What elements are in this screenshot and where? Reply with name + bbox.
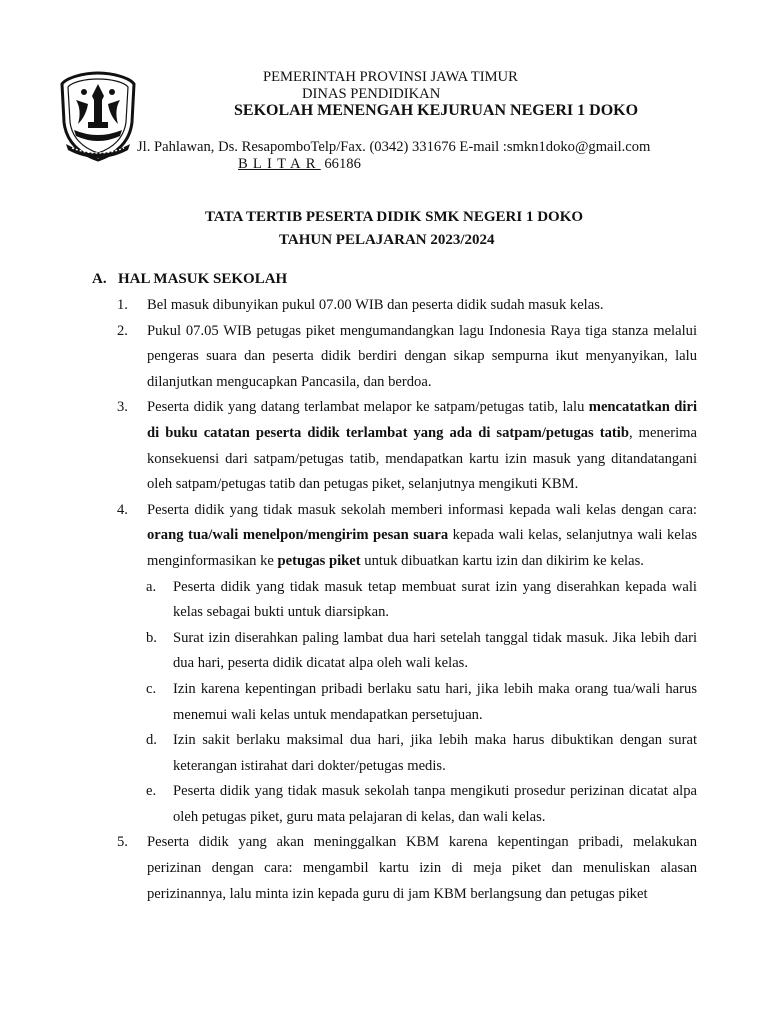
section-heading: [92, 272, 287, 287]
rules-content: [0, 293, 768, 907]
rule-item-5: [117, 830, 697, 907]
east-java-coat-of-arms-icon: [58, 70, 138, 162]
rule-item-3: [117, 395, 697, 497]
sub-item-d: [146, 728, 697, 779]
rule-text: untuk dibuatkan kartu izin dan dikirim ke kelas.: [360, 552, 644, 569]
city-postcode: [238, 157, 361, 172]
rule-text-emphasis: petugas piket: [277, 552, 361, 569]
sub-item-a: [146, 575, 697, 626]
sub-item-letter: b.: [146, 629, 157, 646]
document-title: TATA TERTIB PESERTA DIDIK SMK NEGERI 1 DOKO: [205, 209, 584, 225]
rule-text: Pukul 07.05 WIB petugas piket mengumandangkan lagu Indonesia Raya tiga stanza melalui pengeras suara dan peserta didik berdiri dengan sikap sempurna ikut menyanyikan, lalu dilanjutkan mengucapkan Pancasila, dan berdoa.: [147, 322, 697, 390]
sub-item-text: Surat izin diserahkan paling lambat dua hari setelah tanggal tidak masuk. Jika lebih dari dua hari, peserta didik dicatat alpa oleh wali kelas.: [173, 629, 697, 672]
sub-item-letter: a.: [146, 578, 157, 595]
sub-item-letter: c.: [146, 680, 157, 697]
rule-text: Peserta didik yang tidak masuk sekolah memberi informasi kepada wali kelas dengan cara:: [147, 501, 697, 518]
sub-item-c: [146, 677, 697, 728]
sub-item-text: Izin sakit berlaku maksimal dua hari, jika lebih maka harus dibuktikan dengan surat keterangan istirahat dari dokter/petugas medis.: [173, 732, 697, 774]
postcode: 66186: [320, 156, 361, 172]
rule-number: 1.: [117, 297, 128, 313]
sub-item-text: Izin karena kepentingan pribadi berlaku satu hari, jika lebih maka orang tua/wali harus menemui wali kelas untuk mendapatkan persetujuan.: [173, 680, 697, 723]
government-name: PEMERINTAH PROVINSI JAWA TIMUR: [263, 69, 518, 85]
school-address: Jl. Pahlawan, Ds. ResapomboTelp/Fax. (0342) 331676 E-mail :smkn1doko@gmail.com: [137, 139, 651, 155]
sub-item-e: [146, 779, 697, 830]
document-subtitle: TAHUN PELAJARAN 2023/2024: [279, 232, 495, 248]
sub-item-b: [146, 626, 697, 677]
sub-item-letter: e.: [146, 783, 157, 800]
school-name: SEKOLAH MENENGAH KEJURUAN NEGERI 1 DOKO: [234, 102, 639, 119]
rule-item-4: [117, 498, 697, 575]
rule-text: , menerima konsekuensi dari satpam/petugas tatib, mendapatkan kartu izin masuk yang ditandatangani oleh satpam/petugas tatib dan petugas piket, selanjutnya mengikuti KBM.: [147, 424, 697, 493]
rule-text: Bel masuk dibunyikan pukul 07.00 WIB dan peserta didik sudah masuk kelas.: [147, 297, 604, 313]
rule-item-1: [117, 293, 697, 319]
rule-number: 5.: [117, 834, 128, 851]
rule-text: Peserta didik yang datang terlambat melapor ke satpam/petugas tatib, lalu: [147, 399, 589, 416]
section-title: HAL MASUK SEKOLAH: [118, 271, 288, 287]
city-name: BLITAR: [238, 156, 321, 172]
rule-item-2: [117, 319, 697, 396]
sub-item-text: Peserta didik yang tidak masuk tetap membuat surat izin yang diserahkan kepada wali kelas sebagai bukti untuk diarsipkan.: [173, 578, 697, 621]
sub-item-letter: d.: [146, 732, 157, 749]
rule-number: 4.: [117, 501, 128, 518]
rule-text: Peserta didik yang akan meninggalkan KBM karena kepentingan pribadi, melakukan perizinan dengan cara: mengambil kartu izin di meja piket dan menuliskan alasan perizinannya, lalu minta izin kepada guru di jam KBM berlangsung dan petugas piket: [147, 834, 697, 902]
rule-text-emphasis: mencatatkan diri di buku catatan peserta didik terlambat yang ada di satpam/petugas tatib: [147, 399, 697, 441]
rule-number: 3.: [117, 399, 128, 416]
department-name: DINAS PENDIDIKAN: [302, 86, 441, 102]
rule-text-emphasis: orang tua/wali menelpon/mengirim pesan suara: [147, 527, 449, 544]
section-label: A.: [92, 271, 107, 287]
rule-text: kepada wali kelas, selanjutnya wali kelas menginformasikan ke: [147, 527, 697, 569]
rule-number: 2.: [117, 322, 128, 339]
sub-item-text: Peserta didik yang tidak masuk sekolah tanpa mengikuti prosedur perizinan dicatat alpa oleh petugas piket, guru mata pelajaran di kelas, dan wali kelas.: [173, 783, 697, 825]
